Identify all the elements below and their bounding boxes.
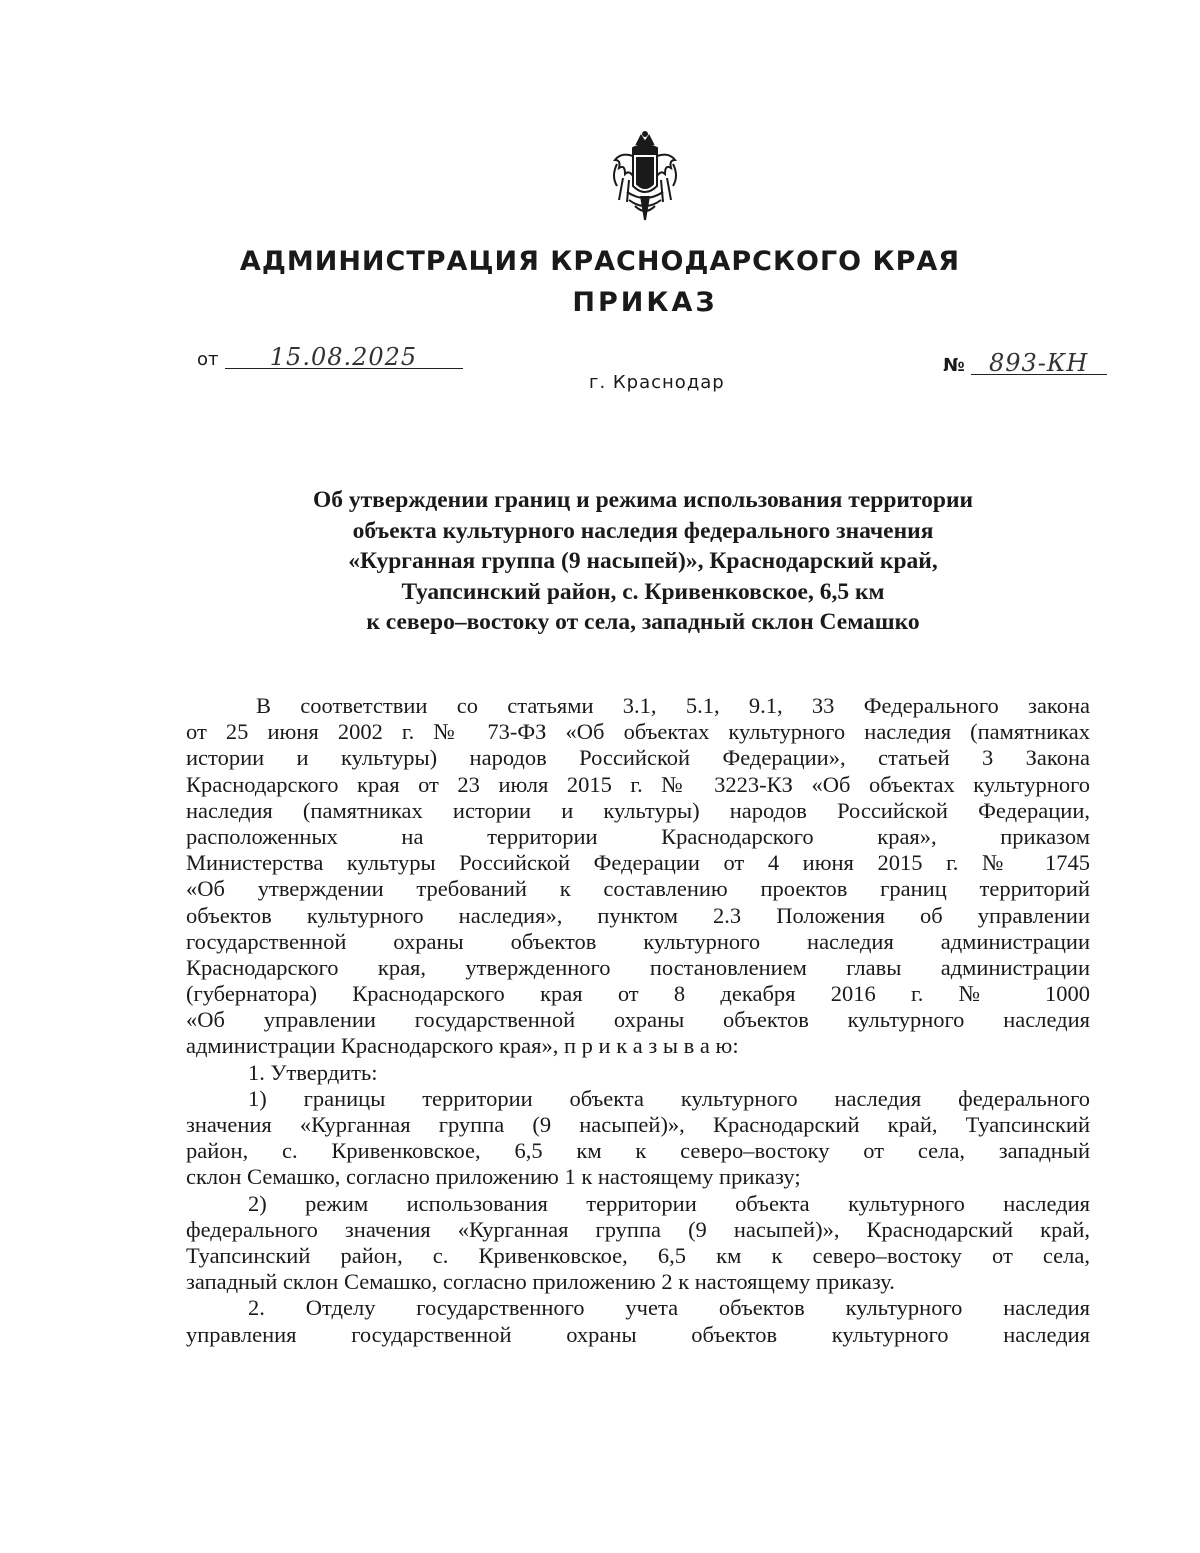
- document-type: ПРИКАЗ: [572, 287, 718, 318]
- body-line: государственной охраны объектов культурного наследия администрации: [186, 928, 1090, 954]
- number-value: 893-КН: [971, 352, 1107, 375]
- body-line: Туапсинский район, с. Кривенковское, 6,5 км к северо–востоку от села,: [186, 1242, 1090, 1268]
- body-line: «Об управлении государственной охраны объектов культурного наследия: [186, 1007, 1090, 1033]
- body-line: федерального значения «Курганная группа (9 насыпей)», Краснодарский край,: [186, 1216, 1090, 1242]
- date-prefix: от: [197, 349, 219, 370]
- title-line: к северо–востоку от села, западный склон Семашко: [366, 609, 920, 635]
- number-prefix: №: [943, 355, 965, 376]
- body-line: «Об утверждении требований к составлению проектов границ территорий: [186, 876, 1090, 902]
- body-line: Краснодарского края, утвержденного постановлением главы администрации: [186, 954, 1090, 980]
- coat-of-arms-icon: [607, 130, 683, 222]
- body-line: 2. Отделу государственного учета объектов культурного наследия: [248, 1295, 1090, 1321]
- body-line: расположенных на территории Краснодарского края», приказом: [186, 823, 1090, 849]
- city: г. Краснодар: [589, 372, 725, 393]
- number-field: [943, 349, 1107, 377]
- title-line: объекта культурного наследия федерального значения: [352, 517, 934, 544]
- organization-name: АДМИНИСТРАЦИЯ КРАСНОДАРСКОГО КРАЯ: [239, 246, 961, 277]
- body-line: В соответствии со статьями 3.1, 5.1, 9.1, 33 Федерального закона: [256, 693, 1090, 718]
- document-body: [186, 693, 1090, 1348]
- title-line: Об утверждении границ и режима использования территории: [312, 487, 974, 513]
- date-value: 15.08.2025: [225, 346, 463, 369]
- body-line: управления государственной охраны объектов культурного наследия: [186, 1321, 1090, 1347]
- date-field: [197, 343, 463, 371]
- title-line: «Курганная группа (9 насыпей)», Краснодарский край,: [348, 548, 938, 574]
- body-line: от 25 июня 2002 г. № 73-ФЗ «Об объектах культурного наследия (памятниках: [186, 719, 1090, 745]
- body-line: Краснодарского края от 23 июля 2015 г. № 3223-КЗ «Об объектах культурного: [186, 771, 1090, 797]
- body-line: 2) режим использования территории объекта культурного наследия: [248, 1190, 1090, 1216]
- title-line: Туапсинский район, с. Кривенковское, 6,5 км: [401, 578, 885, 605]
- body-line: администрации Краснодарского края», п р и к а з ы в а ю:: [186, 1033, 739, 1059]
- body-line: (губернатора) Краснодарского края от 8 декабря 2016 г. № 1000: [186, 981, 1090, 1007]
- body-line: истории и культуры) народов Российской Федерации», статьей 3 Закона: [186, 745, 1090, 771]
- body-line: 1) границы территории объекта культурного наследия федерального: [248, 1085, 1090, 1111]
- document-title: [200, 485, 1086, 638]
- body-line: объектов культурного наследия», пунктом 2.3 Положения об управлении: [186, 902, 1090, 928]
- body-line: Министерства культуры Российской Федерации от 4 июня 2015 г. № 1745: [186, 850, 1090, 876]
- body-line: район, с. Кривенковское, 6,5 км к северо–востоку от села, западный: [186, 1138, 1090, 1164]
- body-line: значения «Курганная группа (9 насыпей)», Краснодарский край, Туапсинский: [186, 1112, 1090, 1137]
- body-line: 1. Утвердить:: [248, 1059, 378, 1085]
- body-line: наследия (памятниках истории и культуры) народов Российской Федерации,: [186, 797, 1090, 823]
- body-line: склон Семашко, согласно приложению 1 к настоящему приказу;: [186, 1164, 801, 1190]
- body-line: западный склон Семашко, согласно приложению 2 к настоящему приказу.: [186, 1269, 895, 1295]
